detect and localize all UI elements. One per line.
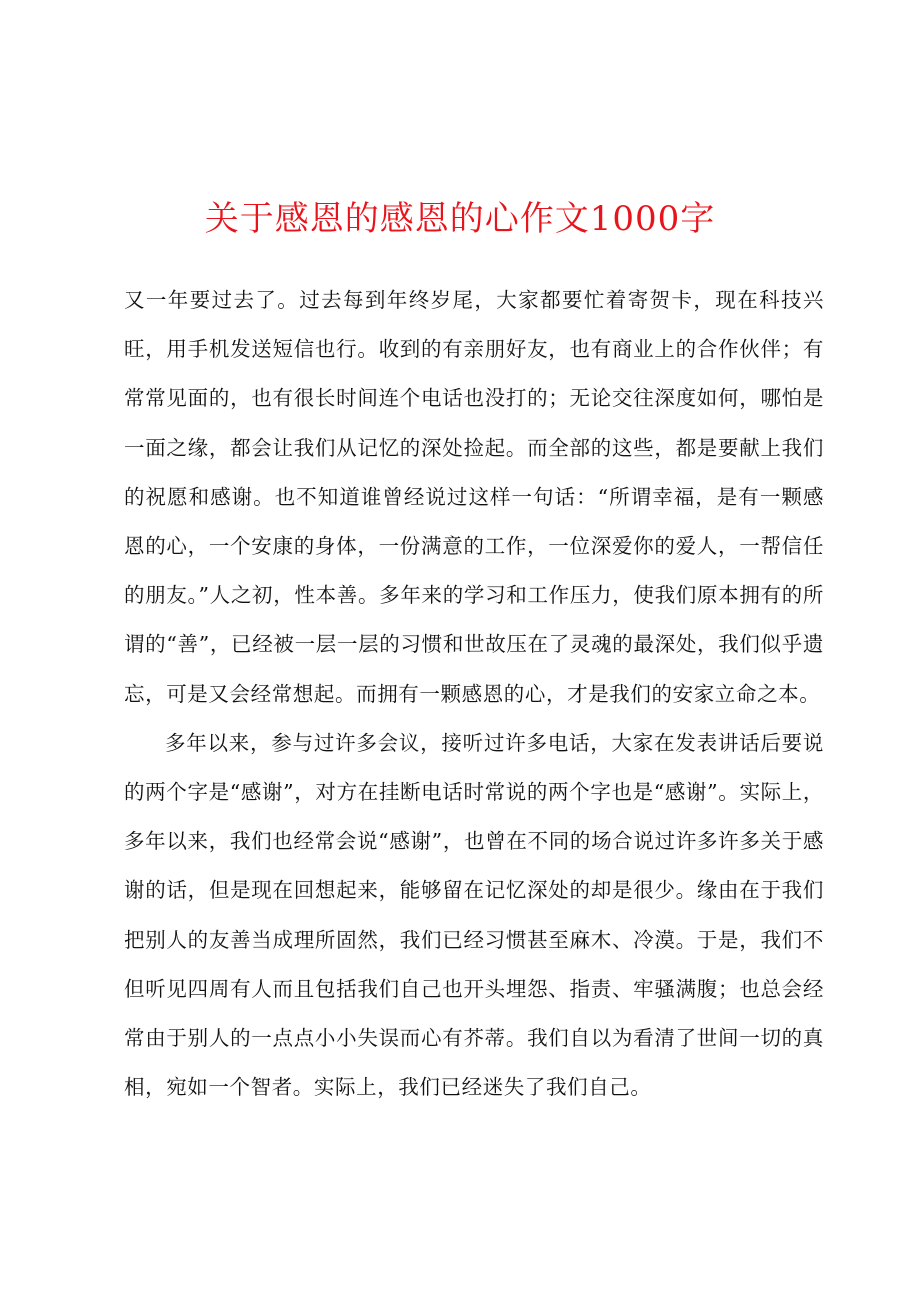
paragraph-1: 又一年要过去了。过去每到年终岁尾，大家都要忙着寄贺卡，现在科技兴旺，用手机发送短信也行。收到的有亲朋好友，也有商业上的合作伙伴；有常常见面的，也有很长时间连个电话也没打的；无论交往深度如何，哪怕是一面之缘，都会让我们从记忆的深处捡起。而全部的这些，都是要献上我们的祝愿和感谢。也不知道谁曾经说过这样一句话：“所谓幸福，是有一颗感恩的心，一个安康的身体，一份满意的工作，一位深爱你的爱人，一帮信任的朋友。”人之初，性本善。多年来的学习和工作压力，使我们原本拥有的所谓的“善”，已经被一层一层的习惯和世故压在了灵魂的最深处，我们似乎遗忘，可是又会经常想起。而拥有一颗感恩的心，才是我们的安家立命之本。 [124,288,824,706]
paragraph-2: 多年以来，参与过许多会议，接听过许多电话，大家在发表讲话后要说的两个字是“感谢”，对方在挂断电话时常说的两个字也是“感谢”。实际上，多年以来，我们也经常会说“感谢”，也曾在不同的场合说过许多许多关于感谢的话，但是现在回想起来，能够留在记忆深处的却是很少。缘由在于我们把别人的友善当成理所固然，我们已经习惯甚至麻木、冷漠。于是，我们不但听见四周有人而且包括我们自己也开头埋怨、指责、牢骚满腹；也总会经常由于别人的一点点小小失误而心有芥蒂。我们自以为看清了世间一切的真相，宛如一个智者。实际上，我们已经迷失了我们自己。 [124,730,824,1100]
document-body [124,276,824,1112]
document-title: 关于感恩的感恩的心作文1000字 [204,199,716,239]
